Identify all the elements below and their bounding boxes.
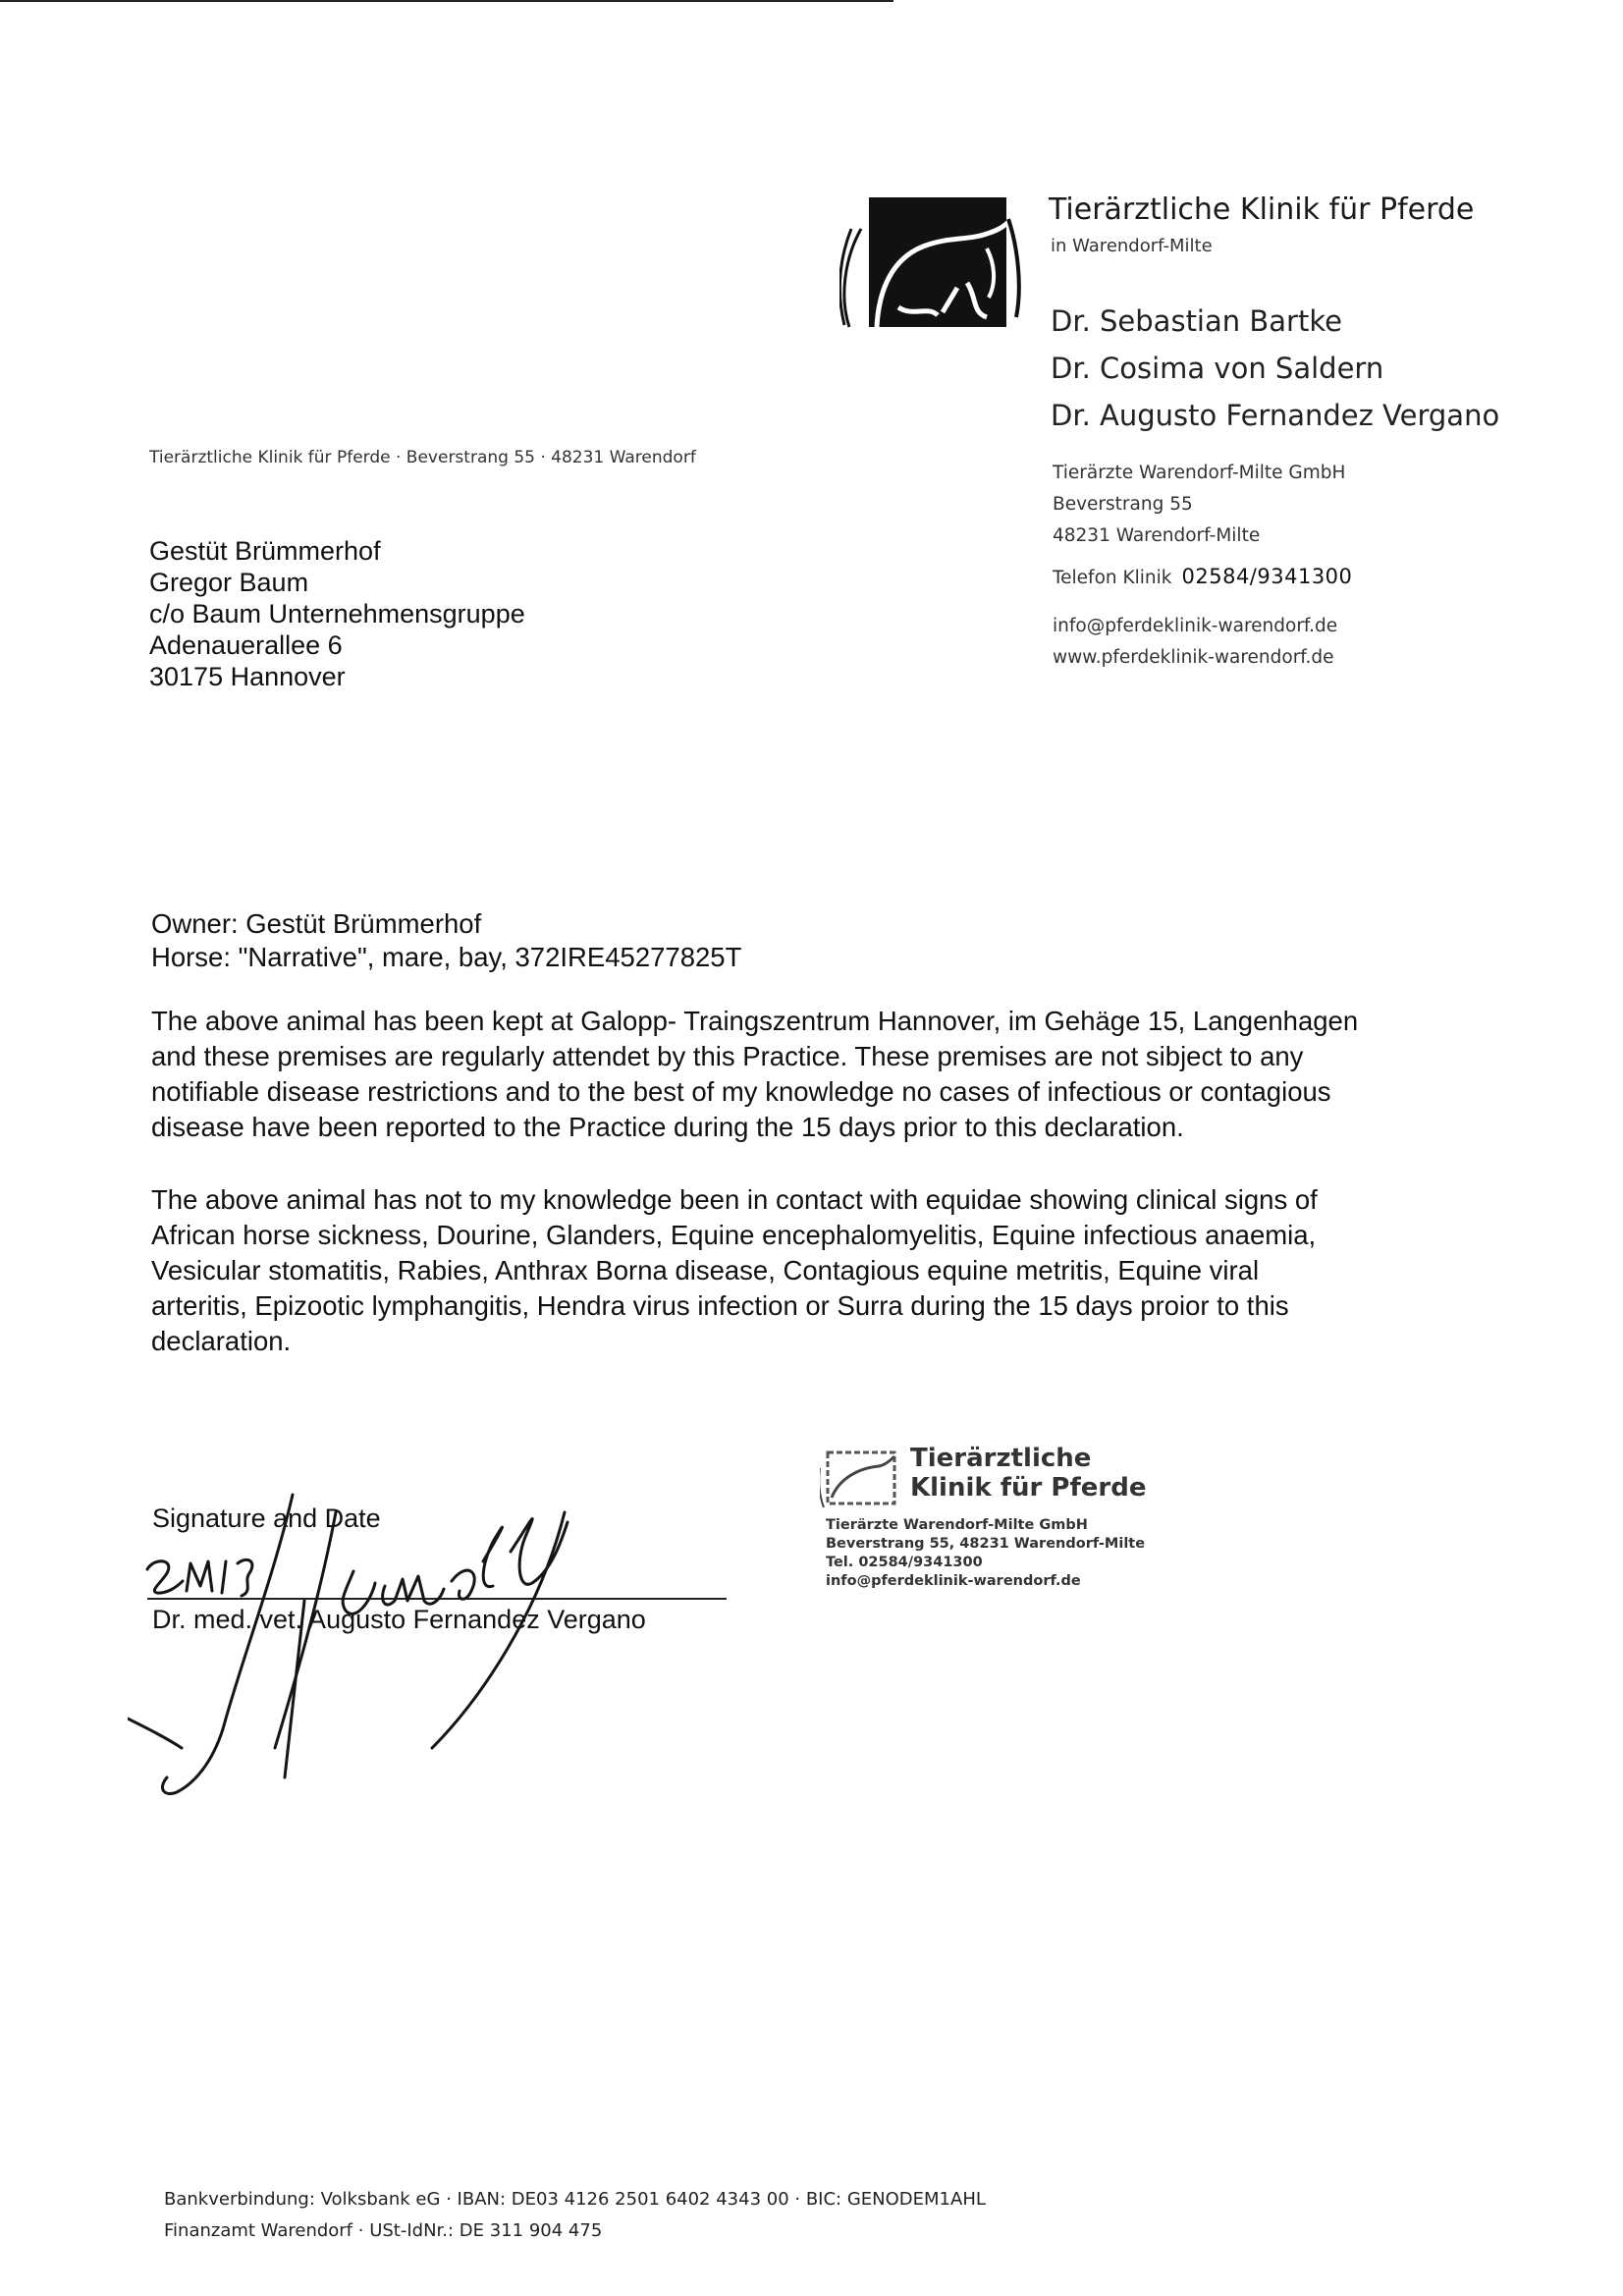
footer	[164, 2184, 986, 2247]
doctor-name: Dr. Augusto Fernandez Vergano	[1051, 399, 1500, 432]
clinic-stamp	[820, 1444, 1173, 1611]
clinic-address	[1053, 458, 1345, 552]
stamp-title-line: Tierärztliche	[910, 1444, 1092, 1473]
phone-label: Telefon Klinik	[1053, 568, 1172, 588]
clinic-location: in Warendorf-Milte	[1051, 236, 1213, 256]
stamp-title-line: Klinik für Pferde	[910, 1473, 1147, 1503]
doctor-list	[1051, 298, 1499, 439]
signatory-name: Dr. med. vet. Augusto Fernandez Vergano	[152, 1605, 646, 1634]
recipient-line: c/o Baum Unternehmensgruppe	[149, 599, 525, 629]
clinic-city: 48231 Warendorf-Milte	[1053, 525, 1261, 546]
body-paragraph-1: The above animal has been kept at Galopp- Traingszentrum Hannover, im Gehäge 15, Langenhagen and these premises are regularly attendet by this Practice. These premises are not sibject to any notifiable disease restrictions and to the best of my knowledge no cases of infectious or contagious disease have been reported to the Practice during the 15 days prior to this declaration.	[151, 1006, 1359, 1142]
handwritten-signature	[128, 1453, 677, 1807]
scan-edge-line	[0, 0, 893, 2]
recipient-line: Gregor Baum	[149, 568, 309, 597]
clinic-name: Tierärztliche Klinik für Pferde	[1049, 192, 1475, 227]
clinic-email: info@pferdeklinik-warendorf.de	[1053, 616, 1338, 636]
stamp-horse-icon	[820, 1449, 903, 1509]
clinic-phone	[1053, 565, 1352, 588]
stamp-company: Tierärzte Warendorf-Milte GmbH	[826, 1517, 1088, 1533]
clinic-website: www.pferdeklinik-warendorf.de	[1053, 647, 1334, 668]
clinic-contact	[1053, 611, 1337, 674]
stamp-email: info@pferdeklinik-warendorf.de	[826, 1573, 1081, 1589]
recipient-line: 30175 Hannover	[149, 662, 346, 691]
clinic-company: Tierärzte Warendorf-Milte GmbH	[1053, 463, 1346, 483]
recipient-address	[149, 535, 525, 692]
recipient-line: Adenauerallee 6	[149, 630, 343, 660]
stamp-title	[910, 1444, 1147, 1503]
signature-label: Signature and Date	[152, 1503, 381, 1533]
sender-return-address: Tierärztliche Klinik für Pferde · Beverstrang 55 · 48231 Warendorf	[149, 448, 696, 467]
footer-tax: Finanzamt Warendorf · USt-IdNr.: DE 311 904 475	[164, 2220, 603, 2241]
reference-block	[151, 907, 741, 974]
stamp-details	[826, 1516, 1145, 1591]
recipient-line: Gestüt Brümmerhof	[149, 536, 381, 566]
clinic-street: Beverstrang 55	[1053, 494, 1193, 515]
doctor-name: Dr. Cosima von Saldern	[1051, 352, 1384, 385]
footer-bank: Bankverbindung: Volksbank eG · IBAN: DE03 4126 2501 6402 4343 00 · BIC: GENODEM1AHL	[164, 2189, 986, 2210]
owner-line: Owner: Gestüt Brümmerhof	[151, 908, 482, 939]
doctor-name: Dr. Sebastian Bartke	[1051, 304, 1342, 338]
stamp-address: Beverstrang 55, 48231 Warendorf-Milte	[826, 1536, 1146, 1552]
phone-number: 02584/9341300	[1181, 565, 1353, 588]
stamp-phone: Tel. 02584/9341300	[826, 1555, 983, 1570]
horse-line: Horse: "Narrative", mare, bay, 372IRE45277825T	[151, 942, 742, 972]
horse-logo-icon	[839, 190, 1024, 335]
body-paragraph-2: The above animal has not to my knowledge been in contact with equidae showing clinical signs of African horse sickness, Dourine, Glanders, Equine encephalomyelitis, Equine infectious anaemia, Vesicular stomatitis, Rabies, Anthrax Borna disease, Contagious equine metritis, Equine viral arteritis, Epizootic lymphangitis, Hendra virus infection or Surra during the 15 days proior to this declaration.	[151, 1184, 1318, 1356]
